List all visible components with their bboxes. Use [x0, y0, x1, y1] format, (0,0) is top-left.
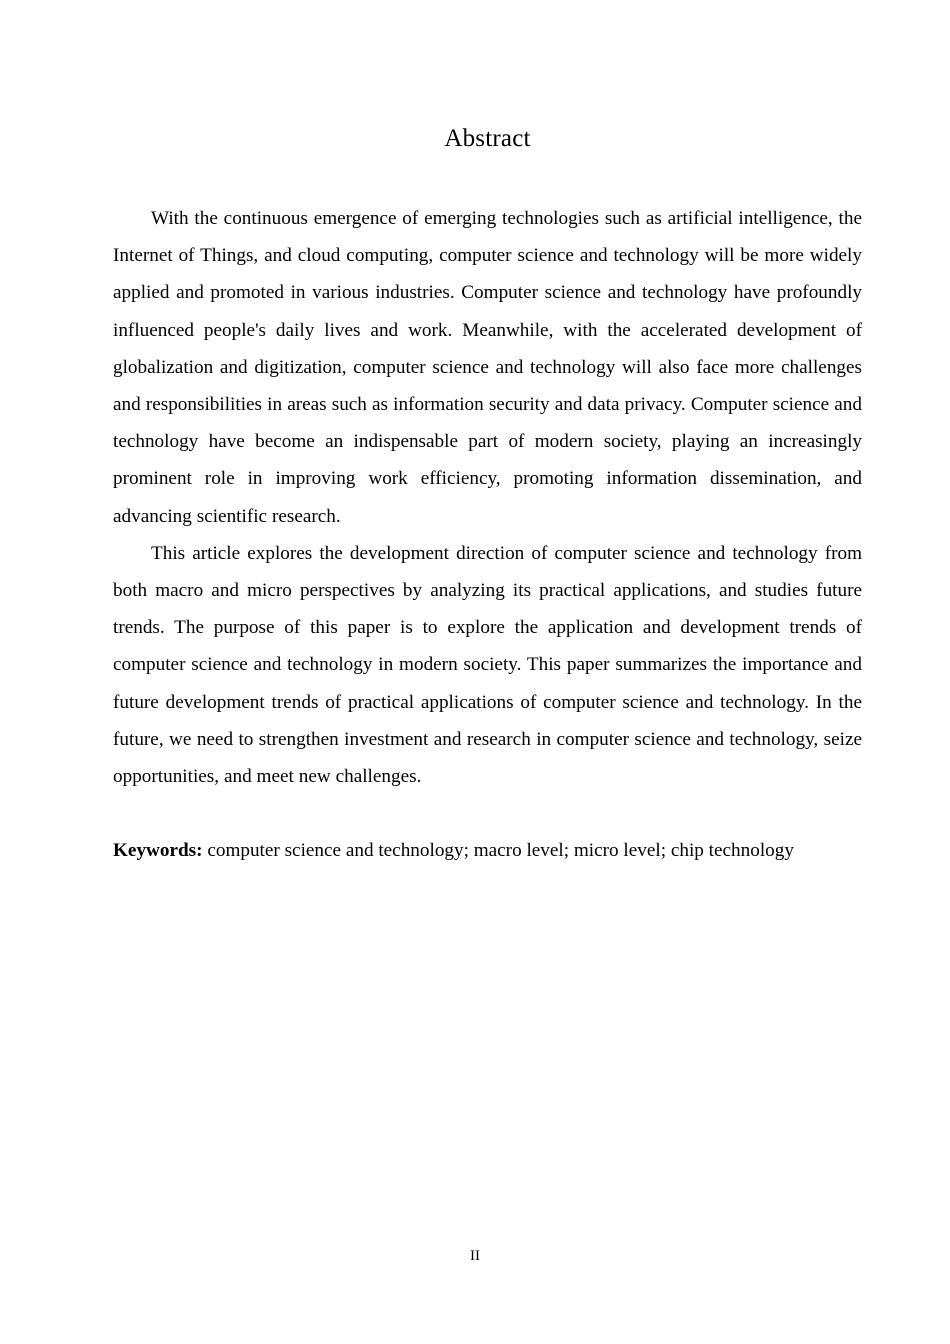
keywords-label: Keywords: — [113, 840, 203, 862]
abstract-body — [113, 200, 862, 870]
abstract-paragraph-1: With the continuous emergence of emerging technologies such as artificial intelligence, the Internet of Things, and cloud computing, computer science and technology will be more widely applied and promoted in various industries. Computer science and technology have profoundly influenced people's daily lives and work. Meanwhile, with the accelerated development of globalization and digitization, computer science and technology will also face more challenges and responsibilities in areas such as information security and data privacy. Computer science and technology have become an indispensable part of modern society, playing an increasingly prominent role in improving work efficiency, promoting information dissemination, and advancing scientific research. — [113, 208, 862, 527]
page-number: II — [470, 1248, 480, 1264]
keywords-value: computer science and technology; macro level; micro level; chip technology — [207, 840, 794, 862]
abstract-paragraph-2: This article explores the development direction of computer science and technology from both macro and micro perspectives by analyzing its practical applications, and studies future trends. The purpose of this paper is to explore the application and development trends of computer science and technology in modern society. This paper summarizes the importance and future development trends of practical applications of computer science and technology. In the future, we need to strengthen investment and research in computer science and technology, seize opportunities, and meet new challenges. — [113, 542, 862, 788]
page-title: Abstract — [444, 125, 531, 152]
page-content-column — [113, 0, 862, 870]
keywords-line — [113, 795, 862, 869]
